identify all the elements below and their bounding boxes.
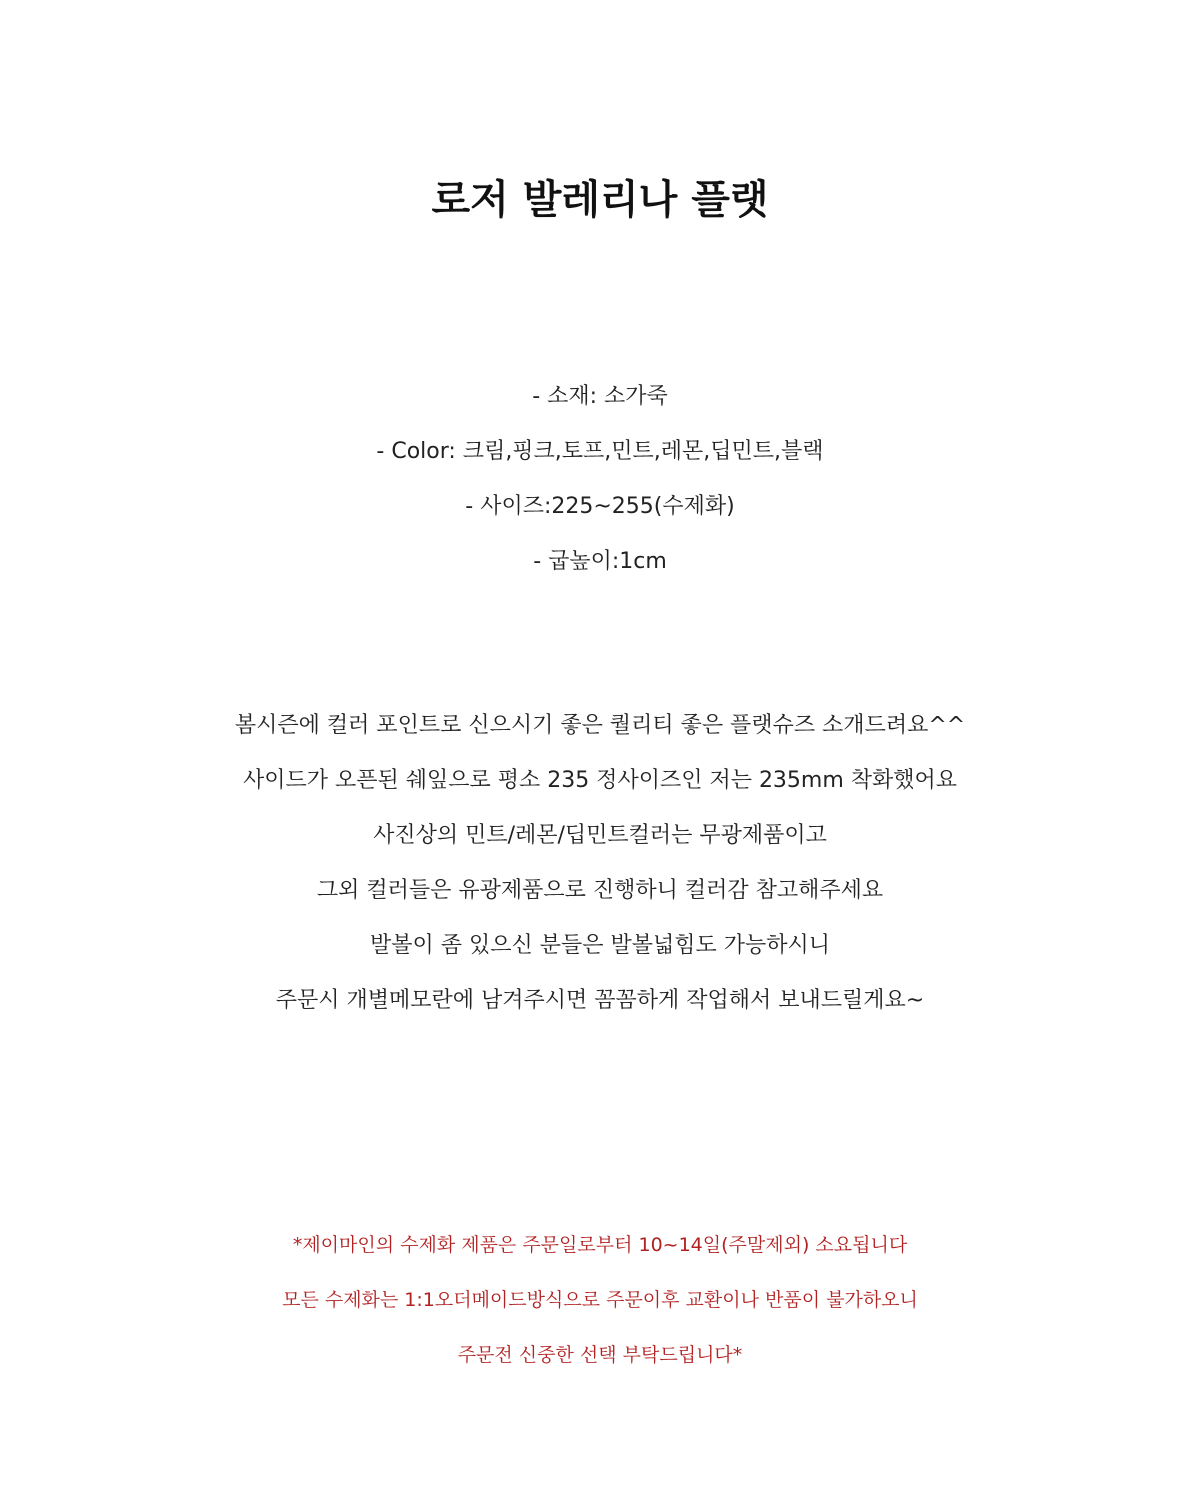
product-title: 로저 발레리나 플랫 bbox=[431, 177, 769, 223]
description-line: 주문시 개별메모란에 남겨주시면 꼼꼼하게 작업해서 보내드릴게요~ bbox=[275, 988, 925, 1013]
spec-size: - 사이즈:225~255(수제화) bbox=[465, 494, 735, 519]
description-line: 사진상의 민트/레몬/딥민트컬러는 무광제품이고 bbox=[373, 823, 827, 848]
spec-heel-height: - 굽높이:1cm bbox=[533, 549, 667, 574]
notice-line: 주문전 신중한 선택 부탁드립니다* bbox=[457, 1344, 743, 1366]
description-line: 발볼이 좀 있으신 분들은 발볼넓힘도 가능하시니 bbox=[369, 933, 830, 958]
order-notice bbox=[0, 1226, 1200, 1391]
notice-line: *제이마인의 수제화 제품은 주문일로부터 10~14일(주말제외) 소요됩니다 bbox=[292, 1234, 908, 1256]
spec-color: - Color: 크림,핑크,토프,민트,레몬,딥민트,블랙 bbox=[376, 439, 824, 464]
product-specs-list bbox=[0, 377, 1200, 597]
description-line: 봄시즌에 컬러 포인트로 신으시기 좋은 퀄리티 좋은 플랫슈즈 소개드려요^^ bbox=[234, 713, 966, 738]
description-line: 그외 컬러들은 유광제품으로 진행하니 컬러감 참고해주세요 bbox=[316, 878, 884, 903]
description-line: 사이드가 오픈된 쉐잎으로 평소 235 정사이즈인 저는 235mm 착화했어요 bbox=[242, 768, 958, 793]
spec-material: - 소재: 소가죽 bbox=[532, 384, 668, 409]
product-description bbox=[0, 706, 1200, 1036]
notice-line: 모든 수제화는 1:1오더메이드방식으로 주문이후 교환이나 반품이 불가하오니 bbox=[282, 1289, 918, 1311]
